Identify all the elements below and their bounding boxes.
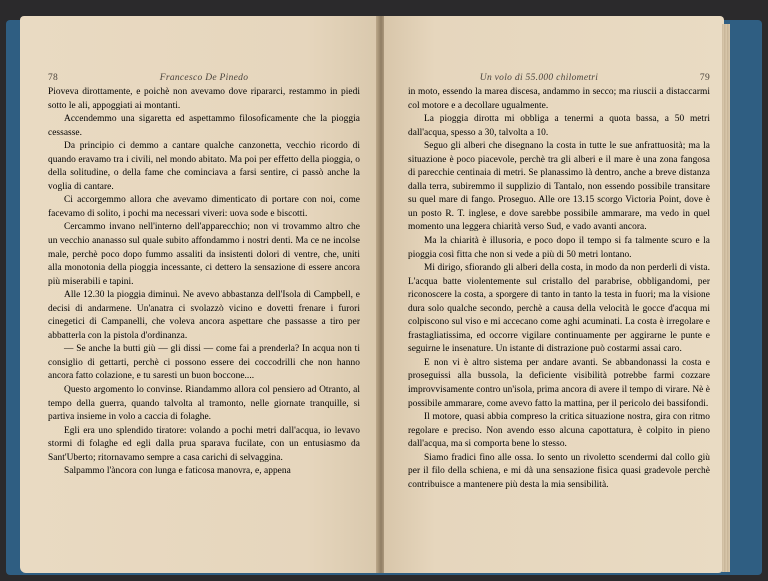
paragraph: Da principio ci demmo a cantare qualche canzonetta, vecchio ricordo di quando eravamo tra i civili, nel mondo abitato. Ma poi per effetto della pioggia, o della solitudine, o della fame che cominciava a farsi sentire, ci passò anche la voglia di cantare. [48, 141, 360, 192]
paragraph: Accendemmo una sigaretta ed aspettammo filosoficamente che la pioggia cessasse. [48, 114, 360, 138]
left-page-content [20, 16, 378, 573]
right-page-number: 79 [699, 73, 710, 83]
paragraph: Il motore, quasi abbia compreso la critica situazione nostra, gira con ritmo regolare e preciso. Non avendo esso alcuna capottatura, è colpito in pieno dall'acqua, ma si comporta bene lo stesso. [408, 412, 710, 450]
left-page-text [48, 86, 360, 479]
paragraph: La pioggia dirotta mi obbliga a tenermi a quota bassa, a 50 metri dall'acqua, spesso a 30, talvolta a 10. [408, 114, 710, 138]
paragraph: Pioveva dirottamente, e poichè non avevamo dove ripararci, restammo in piedi sotto le ali, appoggiati ai montanti. [48, 87, 360, 111]
paragraph: Questo argomento lo convinse. Riandammo allora col pensiero ad Otranto, al tempo della guerra, quando talvolta al tramonto, nelle giornate tranquille, si partiva insieme in volo a caccia di folaghe. [48, 385, 360, 423]
paragraph: Egli era uno splendido tiratore: volando a pochi metri dall'acqua, io levavo stormi di folaghe ed egli dalla prua sparava fucilate, con un entusiasmo da Sant'Uberto; ritornavamo sempre a casa carichi di selvaggina. [48, 425, 360, 463]
paragraph: Cercammo invano nell'interno dell'apparecchio; non vi trovammo altro che un vecchio ananasso sul quale subito affondammo i nostri denti. Ma ce ne incolse male, perchè poco dopo fummo assaliti da insistenti dolori di ventre, che, uniti alla monotonia della pioggia incessante, ci dettero la sensazione di essere ancora più miserabili e tapini. [48, 222, 360, 287]
paragraph: Siamo fradici fino alle ossa. Io sento un rivoletto scendermi dal collo giù per il filo della schiena, e mi dà una sensazione fisica quasi gradevole perchè contribuisce a mantenere più desta la mia sensibilità. [408, 452, 710, 490]
right-running-head: Un volo di 55.000 chilometri [479, 73, 599, 83]
paragraph: — Se anche la butti giù — gli dissi — come fai a prenderla? In acqua non ti consiglio di gettarti, perchè ci possono essere dei coccodrilli che non hanno ancora fatto colazione, e tu saresti un buon boccone.... [48, 344, 360, 382]
paragraph: Ma la chiarità è illusoria, e poco dopo il tempo si fa talmente scuro e la pioggia così fitta che non si vede a più di 50 metri lontano. [408, 236, 710, 260]
right-page-text [408, 86, 710, 492]
paragraph: Seguo gli alberi che disegnano la costa in tutte le sue anfrattuosità; ma la situazione è poco piacevole, perchè tra gli alberi e il mare è una zona fangosa di parecchie centinaia di metri. Se planassimo là dentro, anche a breve distanza dalla terra, subiremmo il supplizio di Tantalo, non essendo possibile transitare su quel mare di fango. Proseguo. Alle ore 13.15 scorgo Victoria Point, dove è un posto R. T. inglese, e dove sarebbe possibile ammarare, ma vedo in quel momento una leggera chiarità verso Sud, e vado avanti ancora. [408, 141, 710, 233]
paragraph: Salpammo l'àncora con lunga e faticosa manovra, e, appena [64, 466, 291, 477]
paragraph: E non vi è altro sistema per andare avanti. Se abbandonassi la costa e proseguissi alla bussola, la deficiente visibilità potrebbe farmi cozzare improvvisamente contro un'isola, prima ancora di avere il tempo di virare. Nè è possibile ammarare, come avevo fatto la mattina, per il pericolo dei bassifondi. [408, 357, 710, 409]
paragraph: Mi dirigo, sfiorando gli alberi della costa, in modo da non perderli di vista. L'acqua batte violentemente sul cristallo del parabrise, obbligandomi, per riconoscere la costa, a sporgere di tanto in tanto la testa in fuori; ma la visione dura solo qualche secondo, perchè a causa della velocità le gocce d'acqua mi colpiscono sul viso e mi accecano come aghi acuminati. La costa è irregolare e frastagliatissima, ed occorre vigilare continuamente per aggirarne le punte e seguirne le insenature. Un istante di distrazione può costarmi assai caro. [408, 263, 710, 355]
left-page-number: 78 [48, 73, 59, 83]
paragraph: in moto, essendo la marea discesa, andammo in secco; ma riuscii a distaccarmi col motore e a decollare ugualmente. [408, 87, 710, 111]
left-running-head: Francesco De Pinedo [159, 73, 249, 83]
paragraph: Alle 12.30 la pioggia diminuì. Ne avevo abbastanza dell'Isola di Campbell, e decisi di andarmene. Un'anatra ci svolazzò vicino e dovetti frenare i furori cinegetici di Campanelli, che voleva ancora aspettare che passasse a tiro per abbatterla con la pistola d'ordinanza. [48, 290, 360, 341]
right-page-content [384, 16, 724, 573]
paragraph: Ci accorgemmo allora che avevamo dimenticato di portare con noi, come facevamo di solito, i pochi ma necessari viveri: uova sode e biscotti. [48, 195, 360, 219]
